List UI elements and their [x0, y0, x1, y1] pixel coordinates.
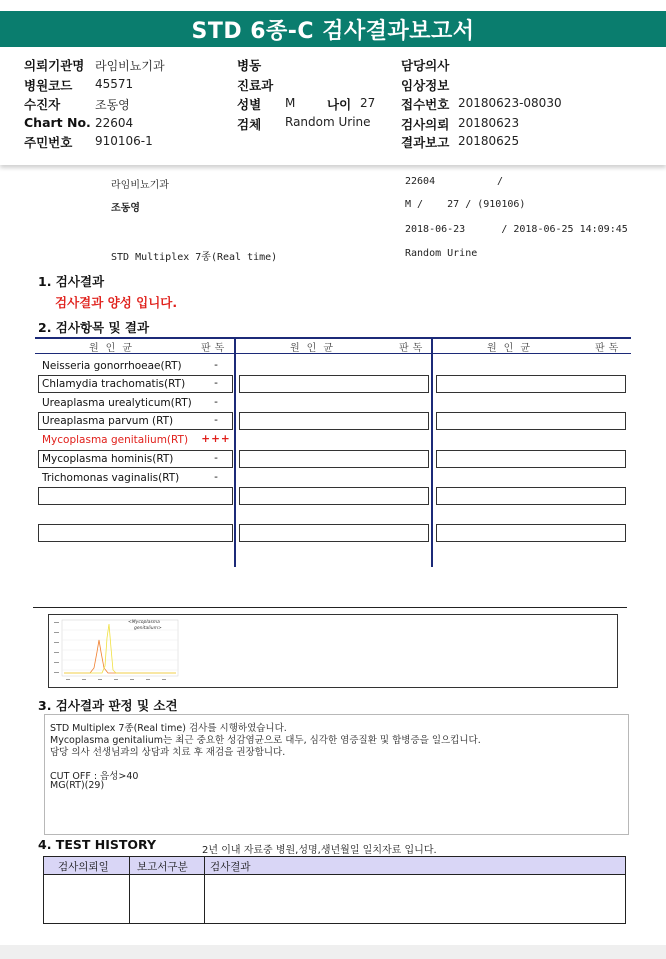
opinion-section-title: 3. 검사결과 판정 및 소견: [38, 698, 178, 713]
cell-box: [239, 412, 429, 430]
organism-header-2: 원인균: [290, 343, 340, 354]
chart-no-value: 22604: [95, 116, 134, 130]
history-note: 2년 이내 자료중 병원,성명,생년월일 일치자료 입니다.: [202, 845, 437, 856]
history-col-request-date: 검사의뢰일: [58, 861, 109, 873]
summary-clinic: 라임비뇨기과: [111, 180, 169, 191]
clinic-value: 라임비뇨기과: [95, 59, 165, 73]
cell-box: [38, 524, 233, 542]
result-judge: -: [214, 452, 218, 464]
sex-label: 성별: [237, 97, 262, 112]
cell-box: [436, 450, 626, 468]
result-judge: -: [214, 396, 218, 408]
summary-specimen: Random Urine: [405, 248, 478, 259]
organism-header-3: 원인균: [487, 343, 537, 354]
receipt-no-label: 접수번호: [401, 97, 450, 112]
results-section-title: 1. 검사결과: [38, 274, 105, 289]
cell-box: [239, 450, 429, 468]
cell-box: [239, 487, 429, 505]
judge-header-2: 판독: [399, 343, 427, 354]
summary-test-name: STD Multiplex 7종(Real time): [111, 252, 278, 263]
sex-value: M: [285, 96, 296, 110]
clinical-info-label: 임상정보: [401, 78, 450, 93]
judge-header-3: 판독: [595, 343, 623, 354]
department-label: 진료과: [237, 78, 274, 93]
chart-legend-line: genitalium>: [134, 626, 162, 631]
age-label: 나이: [327, 97, 352, 112]
report-date-label: 결과보고: [401, 135, 450, 150]
result-name: Neisseria gonorrhoeae(RT): [42, 360, 182, 372]
hospital-code-label: 병원코드: [24, 78, 73, 93]
specimen-label: 검체: [237, 117, 262, 132]
specimen-value: Random Urine: [285, 115, 371, 129]
patient-value: 조동영: [95, 98, 130, 112]
history-table: [43, 856, 626, 924]
result-name-positive: Mycoplasma genitalium(RT): [42, 434, 189, 446]
table-divider-2: [431, 337, 433, 567]
items-section-title: 2. 검사항목 및 결과: [38, 320, 150, 335]
opinion-line: 담당 의사 선생님과의 상담과 치료 후 재검을 권장합니다.: [50, 747, 286, 758]
opinion-line: Mycoplasma genitalium는 최근 중요한 성감염균으로 대두, 심각한 염증질환 및 합병증을 일으킵니다.: [50, 735, 481, 746]
summary-sex-age: M / 27 / (910106): [405, 199, 526, 210]
result-name: Ureaplasma parvum (RT): [42, 415, 174, 427]
organism-header-1: 원인균: [89, 343, 139, 354]
positive-alert: 검사결과 양성 입니다.: [55, 295, 178, 310]
judge-header-1: 판독: [201, 343, 229, 354]
opinion-cutoff: CUT OFF : 음성>40: [50, 771, 139, 782]
cell-box: [436, 524, 626, 542]
cell-box: [436, 412, 626, 430]
cell-box: [436, 375, 626, 393]
cell-box: [38, 487, 233, 505]
ward-label: 병동: [237, 58, 262, 73]
cell-box: [436, 487, 626, 505]
result-judge-positive: +++: [201, 433, 231, 445]
result-name: Chlamydia trachomatis(RT): [42, 378, 186, 390]
summary-chart-no: 22604: [405, 176, 436, 187]
clinic-label: 의뢰기관명: [24, 58, 85, 73]
cell-box: [239, 375, 429, 393]
history-col-result: 검사결과: [210, 861, 251, 873]
opinion-box: [44, 714, 629, 835]
report-date-value: 20180625: [458, 134, 520, 148]
report-title-bar: [0, 11, 666, 47]
result-name: Ureaplasma urealyticum(RT): [42, 397, 192, 409]
receipt-no-value: 20180623-08030: [458, 96, 562, 110]
request-date-label: 검사의뢰: [401, 117, 450, 132]
history-table-header: [44, 857, 625, 875]
patient-label: 수진자: [24, 97, 61, 112]
history-col-divider: [204, 857, 205, 923]
history-col-report-type: 보고서구분: [137, 861, 188, 873]
amplification-chart: [52, 618, 182, 686]
chart-legend-line: <Mycoplasma: [128, 620, 160, 625]
summary-slash: /: [497, 176, 504, 187]
result-judge: -: [214, 414, 218, 426]
opinion-line: STD Multiplex 7종(Real time) 검사를 시행하였습니다.: [50, 723, 287, 734]
resident-no-value: 910106-1: [95, 134, 153, 148]
chart-separator: [33, 607, 627, 608]
result-name: Trichomonas vaginalis(RT): [42, 472, 180, 484]
hospital-code-value: 45571: [95, 77, 134, 91]
result-judge: -: [214, 377, 218, 389]
chart-no-label: Chart No.: [24, 115, 91, 130]
table-divider-1: [234, 337, 236, 567]
result-judge: -: [214, 471, 218, 483]
history-section-title: 4. TEST HISTORY: [38, 837, 157, 852]
summary-name: 조동영: [111, 203, 140, 214]
cell-box: [239, 524, 429, 542]
report-title: STD 6종-C 검사결과보고서: [191, 18, 475, 44]
bottom-band: [0, 945, 666, 959]
age-value: 27: [360, 96, 376, 110]
result-name: Mycoplasma hominis(RT): [42, 453, 174, 465]
opinion-ct-value: MG(RT)(29): [50, 780, 105, 791]
request-date-value: 20180623: [458, 116, 520, 130]
resident-no-label: 주민번호: [24, 135, 73, 150]
chart-legend: [128, 620, 162, 632]
doctor-label: 담당의사: [401, 58, 450, 73]
summary-dates: 2018-06-23 / 2018-06-25 14:09:45: [405, 224, 628, 235]
history-col-divider: [129, 857, 130, 923]
result-judge: -: [214, 359, 218, 371]
